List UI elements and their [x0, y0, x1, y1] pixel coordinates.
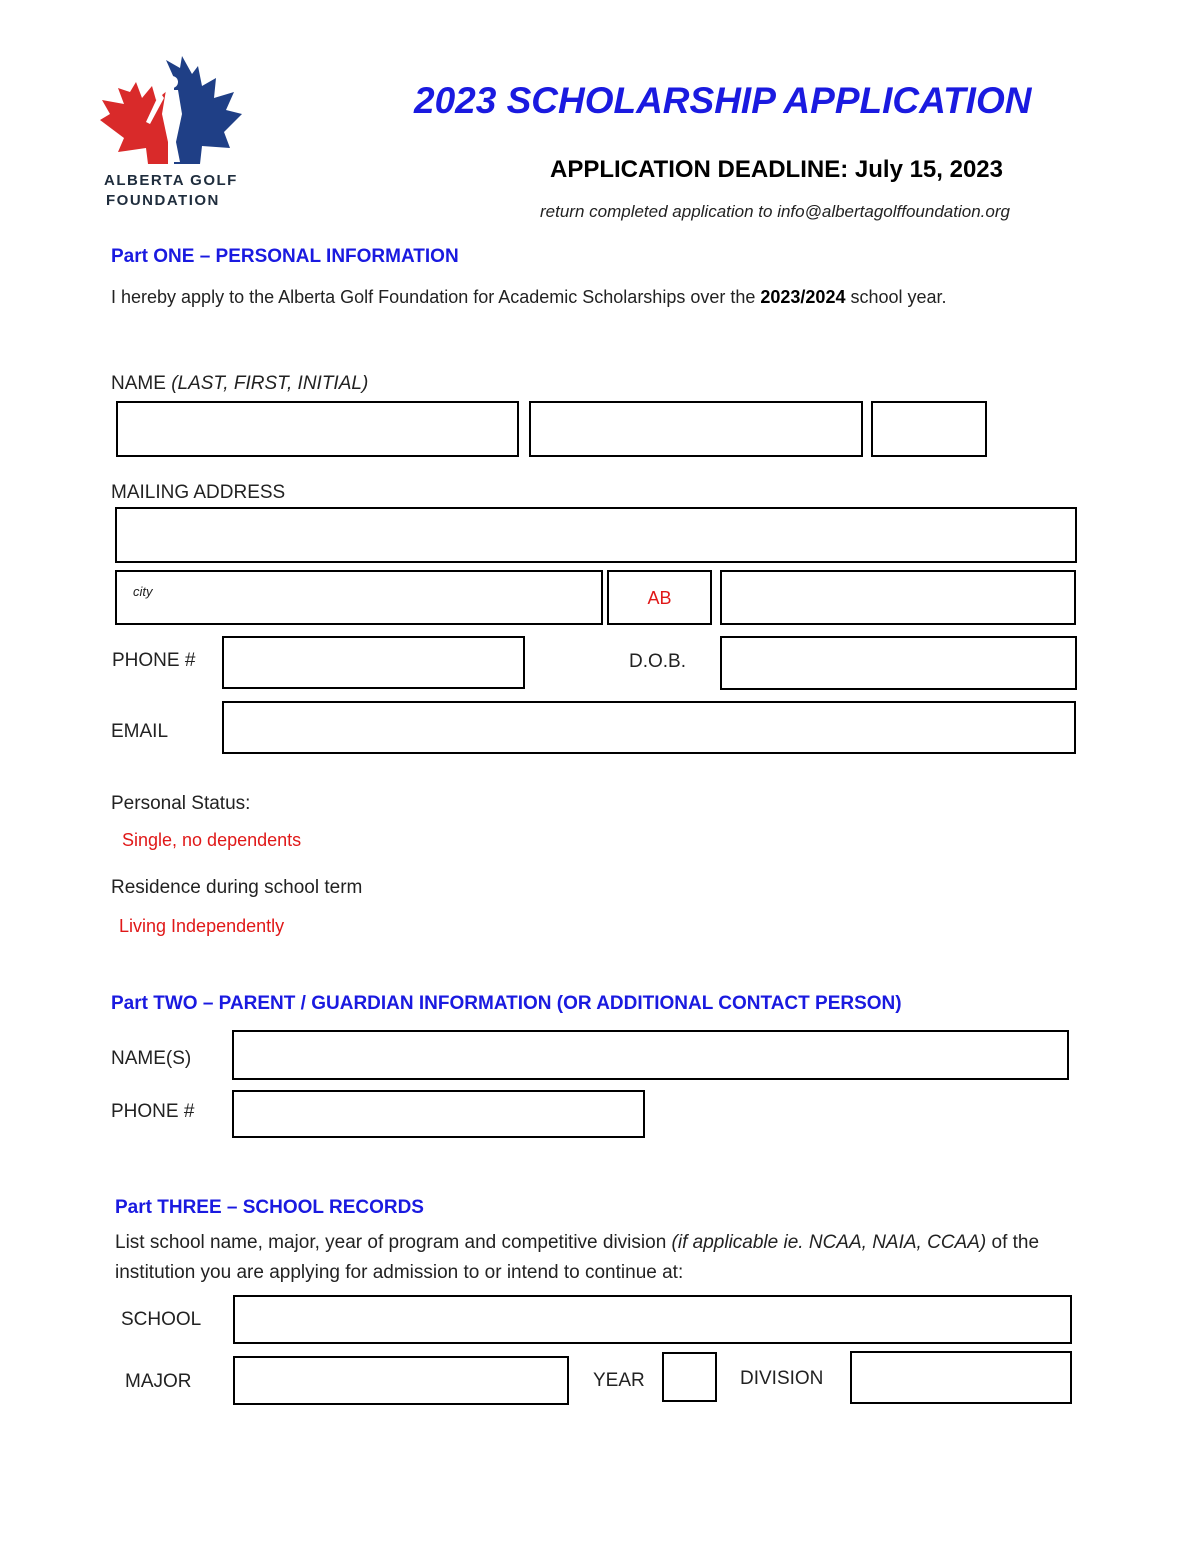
division-label: DIVISION: [740, 1368, 824, 1389]
intro-text: [111, 287, 947, 308]
logo-line2: FOUNDATION: [106, 192, 220, 209]
parent-phone-input[interactable]: [232, 1090, 645, 1138]
city-placeholder: city: [133, 584, 153, 599]
year-input[interactable]: [662, 1352, 717, 1402]
name-label: [111, 373, 368, 395]
first-name-input[interactable]: [529, 401, 863, 457]
personal-status-label: Personal Status:: [111, 793, 251, 814]
phone-label: PHONE #: [112, 650, 196, 671]
city-input[interactable]: [115, 570, 603, 625]
major-input[interactable]: [233, 1356, 569, 1405]
instructions-pre: List school name, major, year of program and competitive division: [115, 1232, 672, 1253]
residence-value[interactable]: Living Independently: [119, 916, 285, 936]
email-input[interactable]: [222, 701, 1076, 754]
deadline-date: July 15, 2023: [854, 156, 1004, 183]
page-title: 2023 SCHOLARSHIP APPLICATION: [414, 80, 1032, 121]
parent-names-input[interactable]: [232, 1030, 1069, 1080]
residence-label: Residence during school term: [111, 877, 363, 898]
province-value: AB: [647, 588, 672, 608]
intro-post: school year.: [845, 287, 947, 307]
parent-phone-label: PHONE #: [111, 1101, 195, 1122]
division-input[interactable]: [850, 1351, 1072, 1404]
school-label: SCHOOL: [121, 1309, 202, 1330]
street-address-input[interactable]: [115, 507, 1077, 563]
initial-input[interactable]: [871, 401, 987, 457]
dob-label: D.O.B.: [629, 651, 687, 672]
instructions-italic: (if applicable ie. NCAA, NAIA, CCAA): [671, 1232, 987, 1253]
deadline-label: APPLICATION DEADLINE:: [550, 156, 849, 183]
part-one-heading: Part ONE – PERSONAL INFORMATION: [111, 246, 459, 267]
part-three-heading: Part THREE – SCHOOL RECORDS: [115, 1197, 424, 1218]
instructions-post: of the institution you are applying for admission to or intend to continue at:: [115, 1232, 1040, 1283]
province-input[interactable]: [607, 570, 712, 625]
part-two-heading: Part TWO – PARENT / GUARDIAN INFORMATION (OR ADDITIONAL CONTACT PERSON): [111, 993, 902, 1014]
return-note: return completed application to info@albertagolffoundation.org: [540, 202, 1010, 221]
logo-line1: ALBERTA GOLF: [104, 172, 238, 189]
year-label: YEAR: [593, 1370, 645, 1391]
logo: [96, 52, 246, 212]
dob-input[interactable]: [720, 636, 1077, 690]
name-label-text: NAME: [111, 373, 166, 394]
email-label: EMAIL: [111, 721, 169, 742]
phone-input[interactable]: [222, 636, 525, 689]
intro-pre: I hereby apply to the Alberta Golf Foundation for Academic Scholarships over the: [111, 287, 761, 307]
school-input[interactable]: [233, 1295, 1072, 1344]
last-name-input[interactable]: [116, 401, 519, 457]
maple-leaf-golfer-icon: [96, 52, 246, 170]
parent-names-label: NAME(S): [111, 1048, 192, 1069]
major-label: MAJOR: [125, 1371, 192, 1392]
deadline: [550, 156, 1003, 184]
name-hint: (LAST, FIRST, INITIAL): [171, 373, 369, 394]
school-instructions: [115, 1228, 1045, 1288]
mailing-address-label: MAILING ADDRESS: [111, 482, 286, 503]
personal-status-value[interactable]: Single, no dependents: [122, 830, 302, 850]
postal-code-input[interactable]: [720, 570, 1076, 625]
intro-year: 2023/2024: [760, 287, 846, 307]
